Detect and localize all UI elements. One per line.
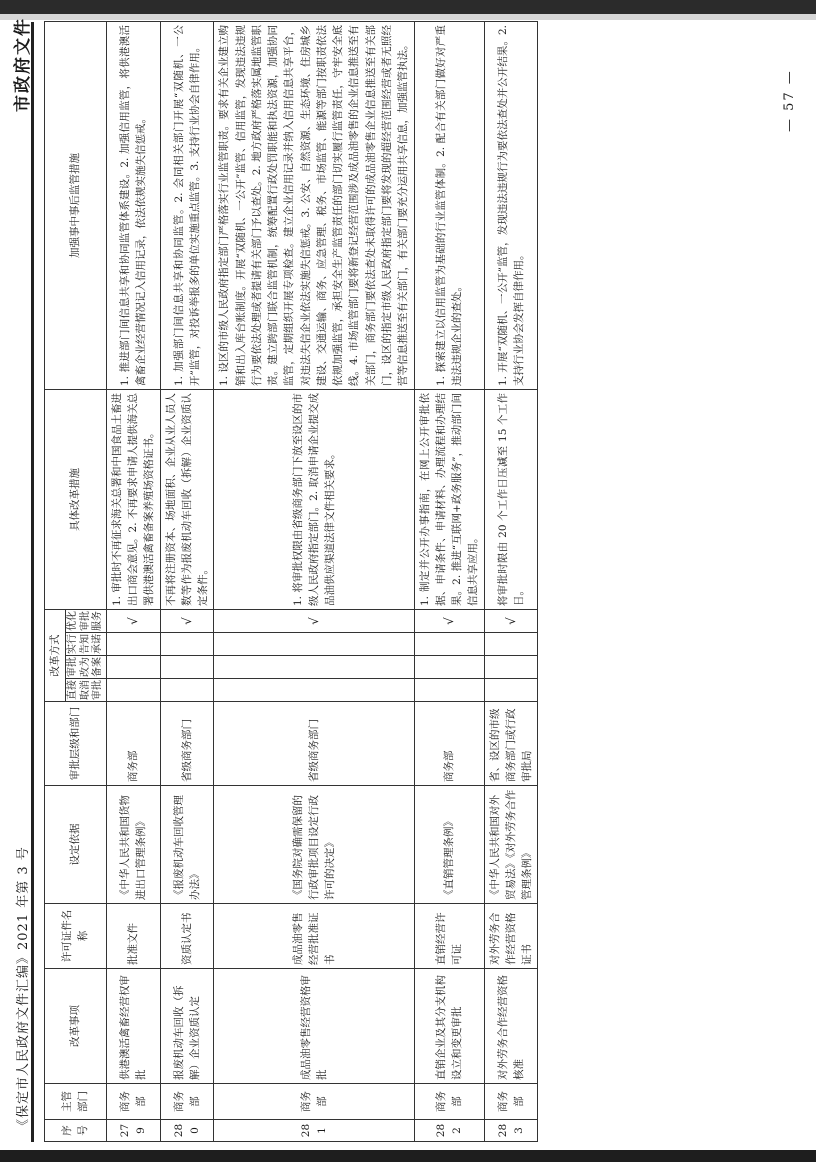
col-basis-header: 设定依据 <box>45 786 107 904</box>
col-supervision-header: 加强事中事后监管措施 <box>45 22 107 390</box>
cell-measures: 1. 将审批权限由省级商务部门下放至设区的市级人民政府指定部门。2. 取消申请企业提交成品油供应渠道法律文件相关要求。 <box>214 390 414 610</box>
cell-mode-optimize: √ <box>414 610 484 633</box>
cell-mode-cancel <box>484 679 538 702</box>
col-mode-commit-header: 实行告知承诺 <box>66 633 107 656</box>
cell-level: 商务部 <box>414 702 484 786</box>
col-mode-filing-header: 审批改为备案 <box>66 656 107 679</box>
cell-dept: 商务部 <box>414 1084 484 1120</box>
cell-mode-optimize: √ <box>214 610 414 633</box>
cell-mode-optimize: √ <box>484 610 538 633</box>
cell-level: 商务部 <box>106 702 160 786</box>
cell-seq: 281 <box>214 1120 414 1142</box>
col-seq-header: 序号 <box>45 1120 107 1142</box>
cell-cert: 资质认定书 <box>160 904 214 969</box>
header-row-1 <box>45 22 66 1142</box>
cell-supervision: 1. 探索建立以信用监管为基础的行业监管体制。2. 配合有关部门做好对严重违法违规企业的查处。 <box>414 22 484 390</box>
cell-level: 省级商务部门 <box>214 702 414 786</box>
table-head <box>45 22 107 1142</box>
cell-mode-filing <box>484 656 538 679</box>
cell-mode-commit <box>414 633 484 656</box>
cell-seq: 280 <box>160 1120 214 1142</box>
cell-mode-filing <box>106 656 160 679</box>
table-row <box>484 22 538 1142</box>
cell-cert: 批准文件 <box>106 904 160 969</box>
table-body <box>106 22 538 1142</box>
cell-item: 报废机动车回收（拆解）企业资质认定 <box>160 969 214 1084</box>
col-level-header: 审批层级和部门 <box>45 702 107 786</box>
cell-cert: 对外劳务合作经营资格证书 <box>484 904 538 969</box>
cell-mode-cancel <box>414 679 484 702</box>
cell-cert: 直销经营许可证 <box>414 904 484 969</box>
cell-mode-filing <box>214 656 414 679</box>
cell-supervision: 1. 加强部门间信息共享和协同监管。2. 会同相关部门开展“双随机、一公开”监管，对投诉举报多的单位实施重点监管。3. 支持行业协会自律作用。 <box>160 22 214 390</box>
cell-mode-filing <box>160 656 214 679</box>
cell-mode-commit <box>214 633 414 656</box>
cell-measures: 1. 审批时不再征求海关总署和中国食品土畜进出口商会意见。2. 不再要求申请人提供海关总署供港澳活禽畜备案养殖场资格证书。 <box>106 390 160 610</box>
cell-mode-commit <box>160 633 214 656</box>
reform-table-wrapper <box>44 22 538 1142</box>
cell-seq: 282 <box>414 1120 484 1142</box>
cell-supervision: 1. 设区的市级人民政府指定部门严格落实行业监管职责。要求有关企业建立购销和出入库台账制度。开展“双随机、一公开”监管、信用监管，发现违法违规行为要依法处理或者提请有关部门予以查处。2. 地方政府严格落实属地监管职责。建立跨部门联合监管机制，统筹配置行政处罚职能和执法资源，加强协同监管，定期组织开展专项检查。建立企业信用记录并纳入信用信息共享平台，对违法失信企业依法实施失信惩戒。3. 公安、自然资源、生态环境、住房城乡建设、交通运输、商务、应急管理、税务、市场监管、能源等部门按职责依法依规加强监管，承担安全生产监管责任的部门切实履行监管责任，守牢安全底线。4. 市场监管部门要将新登记经营范围涉及成品油零售的企业信息推送至有关部门，商务部门要依法查处未取得许可的成品油零售企业信息推送至有关部门，设区的指定市级人民政府指定部门要将发现的超经营范围经营或者无照经营等信息推送至有关部门，有关部门要充分运用共享信息，加强监管执法。 <box>214 22 414 390</box>
reform-table <box>44 21 538 1142</box>
running-header-left: 《保定市人民政府文件汇编》2021 年第 3 号 <box>16 846 31 1132</box>
cell-supervision: 1. 开展“双随机、一公开”监管，发现违法违规行为要依法查处并公开结果。2. 支持行业协会发挥自律作用。 <box>484 22 538 390</box>
col-item-header: 改革事项 <box>45 969 107 1084</box>
cell-dept: 商务部 <box>484 1084 538 1120</box>
cell-level: 省、设区的市级商务部门或行政审批局 <box>484 702 538 786</box>
cell-item: 供港澳活禽畜经营权审批 <box>106 969 160 1084</box>
cell-mode-optimize: √ <box>106 610 160 633</box>
cell-mode-optimize: √ <box>160 610 214 633</box>
cell-cert: 成品油零售经营批准证书 <box>214 904 414 969</box>
table-row <box>414 22 484 1142</box>
cell-item: 对外劳务合作经营资格核准 <box>484 969 538 1084</box>
cell-item: 成品油零售经营资格审批 <box>214 969 414 1084</box>
running-header-right: 市政府文件 <box>13 17 33 112</box>
col-cert-header: 许可证件名称 <box>45 904 107 969</box>
cell-dept: 商务部 <box>214 1084 414 1120</box>
table-row <box>160 22 214 1142</box>
cell-basis: 《中华人民共和国对外贸易法》《对外劳务合作管理条例》 <box>484 786 538 904</box>
cell-basis: 《国务院对确需保留的行政审批项目设定行政许可的决定》 <box>214 786 414 904</box>
cell-mode-commit <box>484 633 538 656</box>
cell-measures: 不再将注册资本、场地面积、企业从业人员人数等作为报废机动车回收（拆解）企业资质认定条件。 <box>160 390 214 610</box>
cell-mode-cancel <box>106 679 160 702</box>
col-mode-optimize-header: 优化审批服务 <box>66 610 107 633</box>
cell-mode-filing <box>414 656 484 679</box>
cell-seq: 283 <box>484 1120 538 1142</box>
cell-basis: 《报废机动车回收管理办法》 <box>160 786 214 904</box>
cell-mode-commit <box>106 633 160 656</box>
cell-seq: 279 <box>106 1120 160 1142</box>
col-measures-header: 具体改革措施 <box>45 390 107 610</box>
col-mode-group-header: 改革方式 <box>45 610 66 702</box>
cell-level: 省级商务部门 <box>160 702 214 786</box>
cell-mode-cancel <box>160 679 214 702</box>
col-mode-cancel-header: 直接取消审批 <box>66 679 107 702</box>
cell-item: 直销企业及其分支机构设立和变更审批 <box>414 969 484 1084</box>
table-row <box>106 22 160 1142</box>
table-row <box>214 22 414 1142</box>
col-dept-header: 主管部门 <box>45 1084 107 1120</box>
cell-measures: 将审批时限由 20 个工作日压减至 15 个工作日。 <box>484 390 538 610</box>
cell-dept: 商务部 <box>160 1084 214 1120</box>
cell-basis: 《直销管理条例》 <box>414 786 484 904</box>
cell-dept: 商务部 <box>106 1084 160 1120</box>
cell-supervision: 1. 推进部门间信息共享和协同监管体系建设。2. 加强信用监管，将供港澳活禽畜企业经营情况记入信用记录，依法依规实施失信惩戒。 <box>106 22 160 390</box>
cell-measures: 1. 制定并公开办事指南，在网上公开审批依据、申请条件、申请材料、办理流程和办理结果。2. 推进“互联网+政务服务”，推动部门间信息共享应用。 <box>414 390 484 610</box>
cell-mode-cancel <box>214 679 414 702</box>
header-rule <box>31 22 34 1142</box>
cell-basis: 《中华人民共和国货物进出口管理条例》 <box>106 786 160 904</box>
page-number: — 57 — <box>782 69 797 132</box>
